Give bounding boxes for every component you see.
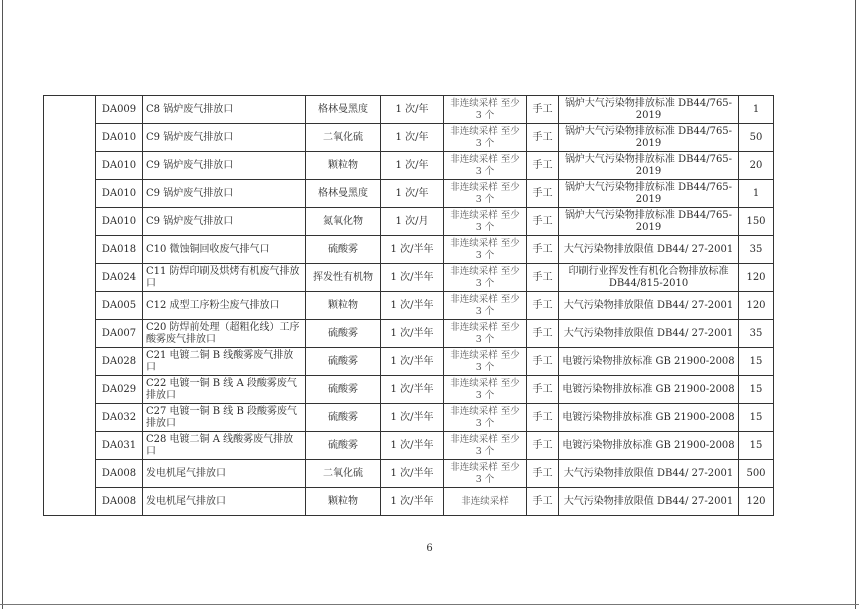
monitoring-method-cell: 手工 [527,348,559,376]
table-row [44,208,774,236]
standard-cell: 大气污染物排放限值 DB44/ 27-2001 [559,488,739,516]
outlet-name-cell: C9 锅炉废气排放口 [143,152,306,180]
standard-cell: 锅炉大气污染物排放标准 DB44/765-2019 [559,208,739,236]
outlet-code-cell: DA024 [96,264,143,292]
outlet-code-cell: DA028 [96,348,143,376]
sampling-method-cell: 非连续采样 至少 3 个 [444,180,527,208]
frequency-cell: 1 次/半年 [381,236,444,264]
outlet-name-cell: C12 成型工序粉尘废气排放口 [143,292,306,320]
sampling-method-cell: 非连续采样 至少 3 个 [444,264,527,292]
standard-cell: 大气污染物排放限值 DB44/ 27-2001 [559,460,739,488]
limit-value-cell: 120 [739,488,774,516]
pollutant-cell: 颗粒物 [306,292,381,320]
pollutant-cell: 格林曼黑度 [306,96,381,124]
sampling-method-cell: 非连续采样 至少 3 个 [444,320,527,348]
table-row [44,404,774,432]
table-row [44,376,774,404]
monitoring-method-cell: 手工 [527,96,559,124]
pollutant-cell: 硫酸雾 [306,320,381,348]
outlet-code-cell: DA010 [96,152,143,180]
limit-value-cell: 15 [739,376,774,404]
sampling-method-cell: 非连续采样 至少 3 个 [444,432,527,460]
monitoring-method-cell: 手工 [527,180,559,208]
outlet-name-cell: C9 锅炉废气排放口 [143,208,306,236]
monitoring-method-cell: 手工 [527,236,559,264]
sampling-method-cell: 非连续采样 至少 3 个 [444,376,527,404]
limit-value-cell: 20 [739,152,774,180]
category-column-cell [44,96,96,516]
monitoring-method-cell: 手工 [527,404,559,432]
outlet-name-cell: C20 防焊前处理（超粗化线）工序酸雾废气排放口 [143,320,306,348]
outlet-code-cell: DA010 [96,124,143,152]
pollutant-cell: 硫酸雾 [306,348,381,376]
outlet-name-cell: C27 电镀一铜 B 线 B 段酸雾废气排放口 [143,404,306,432]
limit-value-cell: 35 [739,320,774,348]
pollutant-cell: 挥发性有机物 [306,264,381,292]
pollutant-cell: 硫酸雾 [306,432,381,460]
outlet-name-cell: C10 微蚀铜回收废气排气口 [143,236,306,264]
table-row [44,264,774,292]
sampling-method-cell: 非连续采样 至少 3 个 [444,124,527,152]
outlet-code-cell: DA008 [96,460,143,488]
standard-cell: 电镀污染物排放标准 GB 21900-2008 [559,348,739,376]
sampling-method-cell: 非连续采样 [444,488,527,516]
outlet-code-cell: DA008 [96,488,143,516]
sampling-method-cell: 非连续采样 至少 3 个 [444,404,527,432]
outlet-name-cell: C9 锅炉废气排放口 [143,124,306,152]
monitoring-method-cell: 手工 [527,152,559,180]
outlet-code-cell: DA031 [96,432,143,460]
frequency-cell: 1 次/半年 [381,348,444,376]
pollutant-cell: 颗粒物 [306,152,381,180]
limit-value-cell: 50 [739,124,774,152]
sampling-method-cell: 非连续采样 至少 3 个 [444,460,527,488]
outlet-code-cell: DA007 [96,320,143,348]
standard-cell: 锅炉大气污染物排放标准 DB44/765-2019 [559,96,739,124]
monitoring-method-cell: 手工 [527,376,559,404]
monitoring-method-cell: 手工 [527,320,559,348]
outlet-name-cell: C28 电镀二铜 A 线酸雾废气排放口 [143,432,306,460]
frequency-cell: 1 次/年 [381,124,444,152]
frequency-cell: 1 次/半年 [381,376,444,404]
outlet-code-cell: DA029 [96,376,143,404]
frequency-cell: 1 次/半年 [381,292,444,320]
standard-cell: 印刷行业挥发性有机化合物排放标准 DB44/815-2010 [559,264,739,292]
monitoring-method-cell: 手工 [527,488,559,516]
standard-cell: 锅炉大气污染物排放标准 DB44/765-2019 [559,152,739,180]
sampling-method-cell: 非连续采样 至少 3 个 [444,348,527,376]
table-row [44,236,774,264]
pollutant-cell: 硫酸雾 [306,376,381,404]
standard-cell: 大气污染物排放限值 DB44/ 27-2001 [559,236,739,264]
outlet-name-cell: C22 电镀一铜 B 线 A 段酸雾废气排放口 [143,376,306,404]
outlet-code-cell: DA010 [96,180,143,208]
outlet-code-cell: DA005 [96,292,143,320]
sampling-method-cell: 非连续采样 至少 3 个 [444,208,527,236]
limit-value-cell: 1 [739,180,774,208]
limit-value-cell: 120 [739,264,774,292]
frequency-cell: 1 次/半年 [381,488,444,516]
table-row [44,152,774,180]
limit-value-cell: 1 [739,96,774,124]
table-row [44,292,774,320]
monitoring-method-cell: 手工 [527,264,559,292]
limit-value-cell: 35 [739,236,774,264]
standard-cell: 锅炉大气污染物排放标准 DB44/765-2019 [559,180,739,208]
pollutant-cell: 硫酸雾 [306,404,381,432]
outlet-code-cell: DA018 [96,236,143,264]
page-number: 6 [426,543,433,554]
page-border-bottom [0,604,859,605]
page-border-right [855,0,856,609]
table-row [44,488,774,516]
outlet-name-cell: C8 锅炉废气排放口 [143,96,306,124]
table-row [44,320,774,348]
sampling-method-cell: 非连续采样 至少 3 个 [444,96,527,124]
frequency-cell: 1 次/半年 [381,320,444,348]
limit-value-cell: 15 [739,404,774,432]
table-row [44,432,774,460]
frequency-cell: 1 次/半年 [381,264,444,292]
pollutant-cell: 格林曼黑度 [306,180,381,208]
sampling-method-cell: 非连续采样 至少 3 个 [444,292,527,320]
table-row [44,96,774,124]
limit-value-cell: 150 [739,208,774,236]
outlet-name-cell: 发电机尾气排放口 [143,488,306,516]
outlet-code-cell: DA010 [96,208,143,236]
monitoring-method-cell: 手工 [527,460,559,488]
standard-cell: 锅炉大气污染物排放标准 DB44/765-2019 [559,124,739,152]
outlet-name-cell: C11 防焊印刷及烘烤有机废气排放口 [143,264,306,292]
frequency-cell: 1 次/半年 [381,460,444,488]
pollutant-cell: 颗粒物 [306,488,381,516]
standard-cell: 大气污染物排放限值 DB44/ 27-2001 [559,320,739,348]
table-row [44,180,774,208]
limit-value-cell: 120 [739,292,774,320]
sampling-method-cell: 非连续采样 至少 3 个 [444,152,527,180]
standard-cell: 电镀污染物排放标准 GB 21900-2008 [559,432,739,460]
outlet-name-cell: C21 电镀二铜 B 线酸雾废气排放口 [143,348,306,376]
frequency-cell: 1 次/半年 [381,404,444,432]
table-row [44,348,774,376]
table-row [44,460,774,488]
frequency-cell: 1 次/月 [381,208,444,236]
standard-cell: 大气污染物排放限值 DB44/ 27-2001 [559,292,739,320]
monitoring-method-cell: 手工 [527,292,559,320]
limit-value-cell: 15 [739,348,774,376]
emissions-monitoring-table [43,95,774,516]
pollutant-cell: 硫酸雾 [306,236,381,264]
pollutant-cell: 氮氧化物 [306,208,381,236]
pollutant-cell: 二氧化硫 [306,460,381,488]
pollutant-cell: 二氧化硫 [306,124,381,152]
frequency-cell: 1 次/年 [381,152,444,180]
monitoring-method-cell: 手工 [527,432,559,460]
standard-cell: 电镀污染物排放标准 GB 21900-2008 [559,376,739,404]
outlet-name-cell: C9 锅炉废气排放口 [143,180,306,208]
limit-value-cell: 500 [739,460,774,488]
table-body [44,96,774,516]
monitoring-method-cell: 手工 [527,208,559,236]
page-border-left [2,0,3,609]
outlet-name-cell: 发电机尾气排放口 [143,460,306,488]
monitoring-method-cell: 手工 [527,124,559,152]
frequency-cell: 1 次/半年 [381,432,444,460]
table-row [44,124,774,152]
frequency-cell: 1 次/年 [381,96,444,124]
limit-value-cell: 15 [739,432,774,460]
outlet-code-cell: DA032 [96,404,143,432]
outlet-code-cell: DA009 [96,96,143,124]
standard-cell: 电镀污染物排放标准 GB 21900-2008 [559,404,739,432]
frequency-cell: 1 次/年 [381,180,444,208]
sampling-method-cell: 非连续采样 至少 3 个 [444,236,527,264]
